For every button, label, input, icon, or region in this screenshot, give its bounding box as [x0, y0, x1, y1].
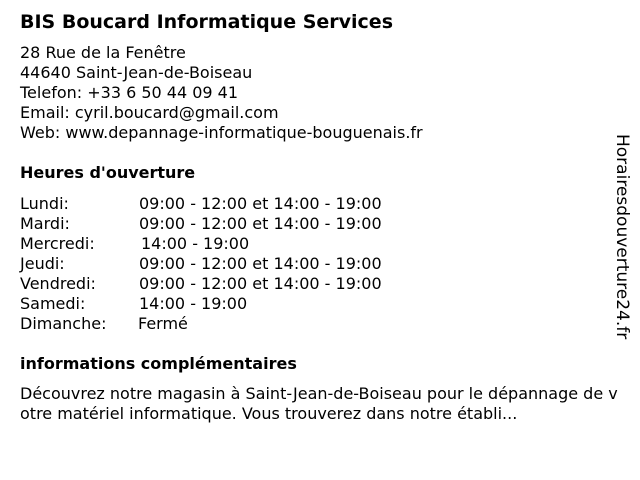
- hours-heading: Heures d'ouverture: [20, 163, 196, 182]
- day-hours: 09:00 - 12:00 et 14:00 - 19:00: [139, 214, 382, 233]
- phone-line: Telefon: +33 6 50 44 09 41: [20, 83, 239, 102]
- day-label: Jeudi:: [20, 254, 65, 273]
- info-description: Découvrez notre magasin à Saint-Jean-de-Boiseau pour le dépannage de votre matériel informatique. Vous trouverez dans notre établi...: [20, 384, 618, 423]
- day-hours: 14:00 - 19:00: [141, 234, 250, 253]
- day-hours: 09:00 - 12:00 et 14:00 - 19:00: [139, 254, 382, 273]
- address-line-1: 28 Rue de la Fenêtre: [20, 43, 186, 62]
- day-label: Lundi:: [20, 194, 69, 213]
- day-hours: 14:00 - 19:00: [139, 294, 248, 313]
- day-hours: 09:00 - 12:00 et 14:00 - 19:00: [139, 194, 382, 213]
- site-watermark: Horairesdouverture24.fr: [612, 134, 632, 340]
- day-label: Mardi:: [20, 214, 70, 233]
- day-label: Mercredi:: [20, 234, 95, 253]
- contact-block: [20, 43, 423, 143]
- day-label: Vendredi:: [20, 274, 96, 293]
- day-label: Dimanche:: [20, 314, 107, 333]
- business-name: BIS Boucard Informatique Services: [20, 11, 394, 33]
- day-hours: Fermé: [138, 314, 188, 333]
- web-line: Web: www.depannage-informatique-bouguenais.fr: [20, 123, 423, 142]
- day-hours: 09:00 - 12:00 et 14:00 - 19:00: [139, 274, 382, 293]
- address-line-2: 44640 Saint-Jean-de-Boiseau: [20, 63, 253, 82]
- day-label: Samedi:: [20, 294, 86, 313]
- info-heading: informations complémentaires: [20, 354, 297, 373]
- email-line: Email: cyril.boucard@gmail.com: [20, 103, 279, 122]
